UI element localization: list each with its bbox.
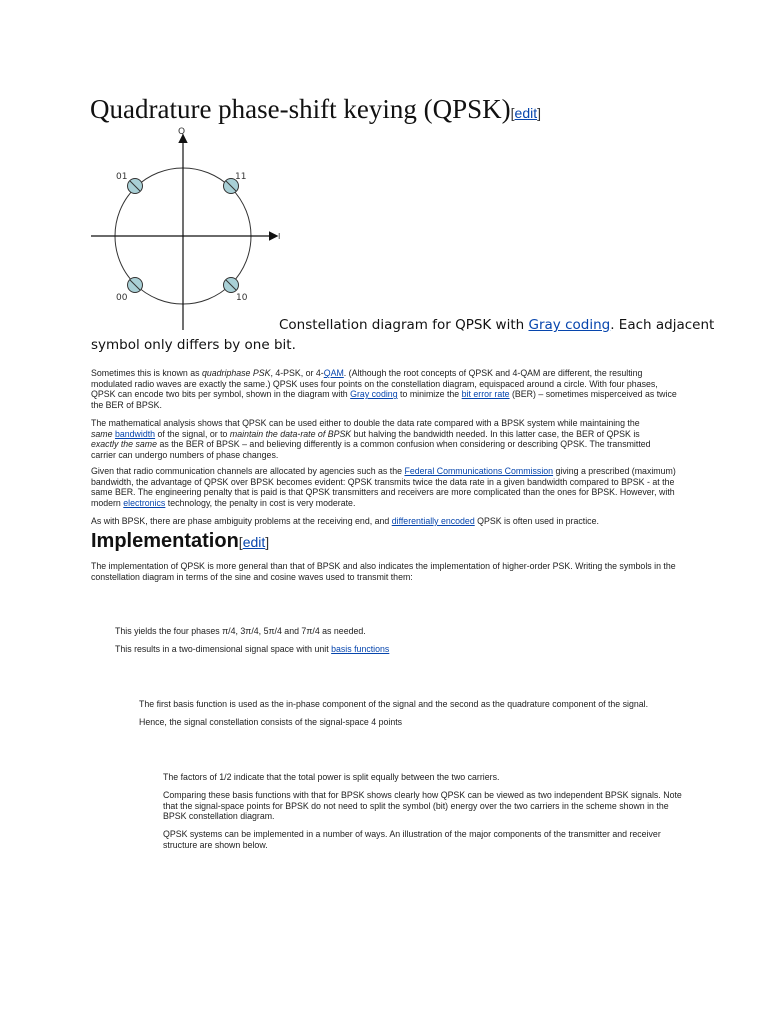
fcc-paragraph: [91, 466, 681, 508]
p3-text-a: Given that radio communication channels are allocated by agencies such as the: [91, 466, 405, 476]
title-edit-section: [511, 105, 541, 121]
p1-text-a: Sometimes this is known as: [91, 368, 202, 378]
implementation-edit-section: [239, 534, 269, 550]
bandwidth-link[interactable]: bandwidth: [114, 428, 156, 439]
gray-coding-link[interactable]: Gray coding: [528, 317, 611, 333]
signal-constellation-paragraph: Hence, the signal constellation consists of the signal-space 4 points: [139, 717, 403, 727]
impl-edit-bracket-close: ]: [265, 534, 270, 550]
power-split-paragraph: The factors of 1/2 indicate that the total power is split equally between the two carriers.: [163, 772, 500, 782]
analysis-paragraph: [91, 418, 651, 460]
impl-edit-bracket-open: [: [238, 534, 243, 550]
p2-text-b: of the signal, or to: [155, 428, 230, 439]
edit-bracket-open: [: [510, 105, 515, 121]
bpsk-comparison-paragraph: Comparing these basis functions with that for BPSK shows clearly how QPSK can be viewed as two independent BPSK signals. Note that the signal-space points for BPSK do not need to split the symbol (bit) energy over the two carriers in the scheme shown in the BPSK constellation diagram.: [163, 790, 682, 822]
edit-link[interactable]: edit: [514, 105, 538, 121]
four-phases-paragraph: This yields the four phases π/4, 3π/4, 5π/4 and 7π/4 as needed.: [115, 626, 366, 636]
p2-italic-exact: exactly the same: [91, 439, 158, 450]
diagram-caption-line1: [279, 315, 714, 335]
implementation-heading: [91, 530, 269, 553]
basis-functions-link[interactable]: basis functions: [331, 644, 390, 654]
bit-error-rate-link[interactable]: bit error rate: [461, 389, 510, 400]
p3-text-b: giving a prescribed (maximum) bandwidth, the advantage of QPSK over BPSK becomes evident: QPSK transmits twice the data rate in a given bandwidth compared to BPSK - at the same BER. The engineering penalty that is paid is that QPSK transmitters and receivers are more complicated than the ones for BPSK. However, with modern: [91, 466, 676, 508]
gray-coding-inline-link[interactable]: Gray coding: [350, 389, 398, 400]
electronics-link[interactable]: electronics: [123, 497, 166, 508]
basis-usage-paragraph: The first basis function is used as the in-phase component of the signal and the second as the quadrature component of the signal.: [139, 699, 649, 709]
differentially-encoded-link[interactable]: differentially encoded: [391, 516, 475, 526]
point-label-11: 11: [235, 172, 247, 182]
point-label-10: 10: [236, 293, 248, 303]
edit-bracket-close: ]: [537, 105, 542, 121]
page-title-text: Quadrature phase-shift keying (QPSK): [90, 94, 511, 124]
p1-text-b: , 4-PSK, or 4-: [270, 368, 324, 378]
point-label-00: 00: [116, 293, 128, 303]
p2-text-a: The mathematical analysis shows that QPSK can be used either to double the data rate compared with a BPSK system while maintaining the: [91, 418, 640, 428]
basis-functions-paragraph: [115, 644, 675, 655]
p1-text-e: (BER) – sometimes misperceived as twice the BER of BPSK.: [91, 389, 677, 410]
implementation-ways-paragraph: QPSK systems can be implemented in a number of ways. An illustration of the major components of the transmitter and receiver structure are shown below.: [163, 829, 661, 850]
caption-text-post: . Each adjacent: [610, 317, 715, 333]
p2-text-c: but halving the bandwidth needed. In this latter case, the BER of QPSK is: [351, 428, 640, 439]
p3-text-c: technology, the penalty in cost is very moderate.: [165, 497, 356, 508]
p1-text-d: to minimize the: [397, 389, 462, 400]
fcc-link[interactable]: Federal Communications Commission: [404, 466, 554, 476]
q-axis-label: Q: [178, 127, 186, 137]
p4-text-a: As with BPSK, there are phase ambiguity problems at the receiving end, and: [91, 516, 392, 526]
i-axis-label: I: [278, 232, 281, 241]
p1-italic: quadriphase PSK: [201, 368, 271, 378]
ambiguity-paragraph: [91, 516, 691, 527]
implementation-edit-link[interactable]: edit: [242, 534, 266, 550]
p2-text-d: as the BER of BPSK – and believing differently is a common confusion when considering or describing QPSK. The transmitted carrier can undergo numbers of phase changes.: [91, 439, 651, 460]
implementation-paragraph: The implementation of QPSK is more general than that of BPSK and also indicates the implementation of higher-order PSK. Writing the symbols in the constellation diagram in terms of the sine and cosine waves used to transmit them:: [91, 561, 676, 582]
caption-text-pre: Constellation diagram for QPSK with: [279, 317, 529, 333]
p4-text-b: QPSK is often used in practice.: [474, 516, 599, 526]
p1-text-c: . (Although the root concepts of QPSK and 4-QAM are different, the resulting modulated radio waves are exactly the same.) QPSK uses four points on the constellation diagram, equispaced around a circle. With four phases, QPSK can encode two bits per symbol, shown in the diagram with: [91, 368, 658, 400]
constellation-diagram: [88, 124, 288, 334]
qam-link[interactable]: QAM: [323, 368, 344, 378]
p7-text-a: This results in a two-dimensional signal space with unit: [115, 644, 332, 654]
point-label-01: 01: [116, 172, 128, 182]
diagram-caption-line2: symbol only differs by one bit.: [91, 337, 296, 353]
implementation-heading-text: Implementation: [91, 530, 239, 552]
p2-italic-maintain: maintain the data-rate of BPSK: [229, 428, 352, 439]
intro-paragraph: [91, 368, 681, 410]
page-title: [90, 94, 541, 125]
p2-italic-same: same: [91, 428, 113, 439]
